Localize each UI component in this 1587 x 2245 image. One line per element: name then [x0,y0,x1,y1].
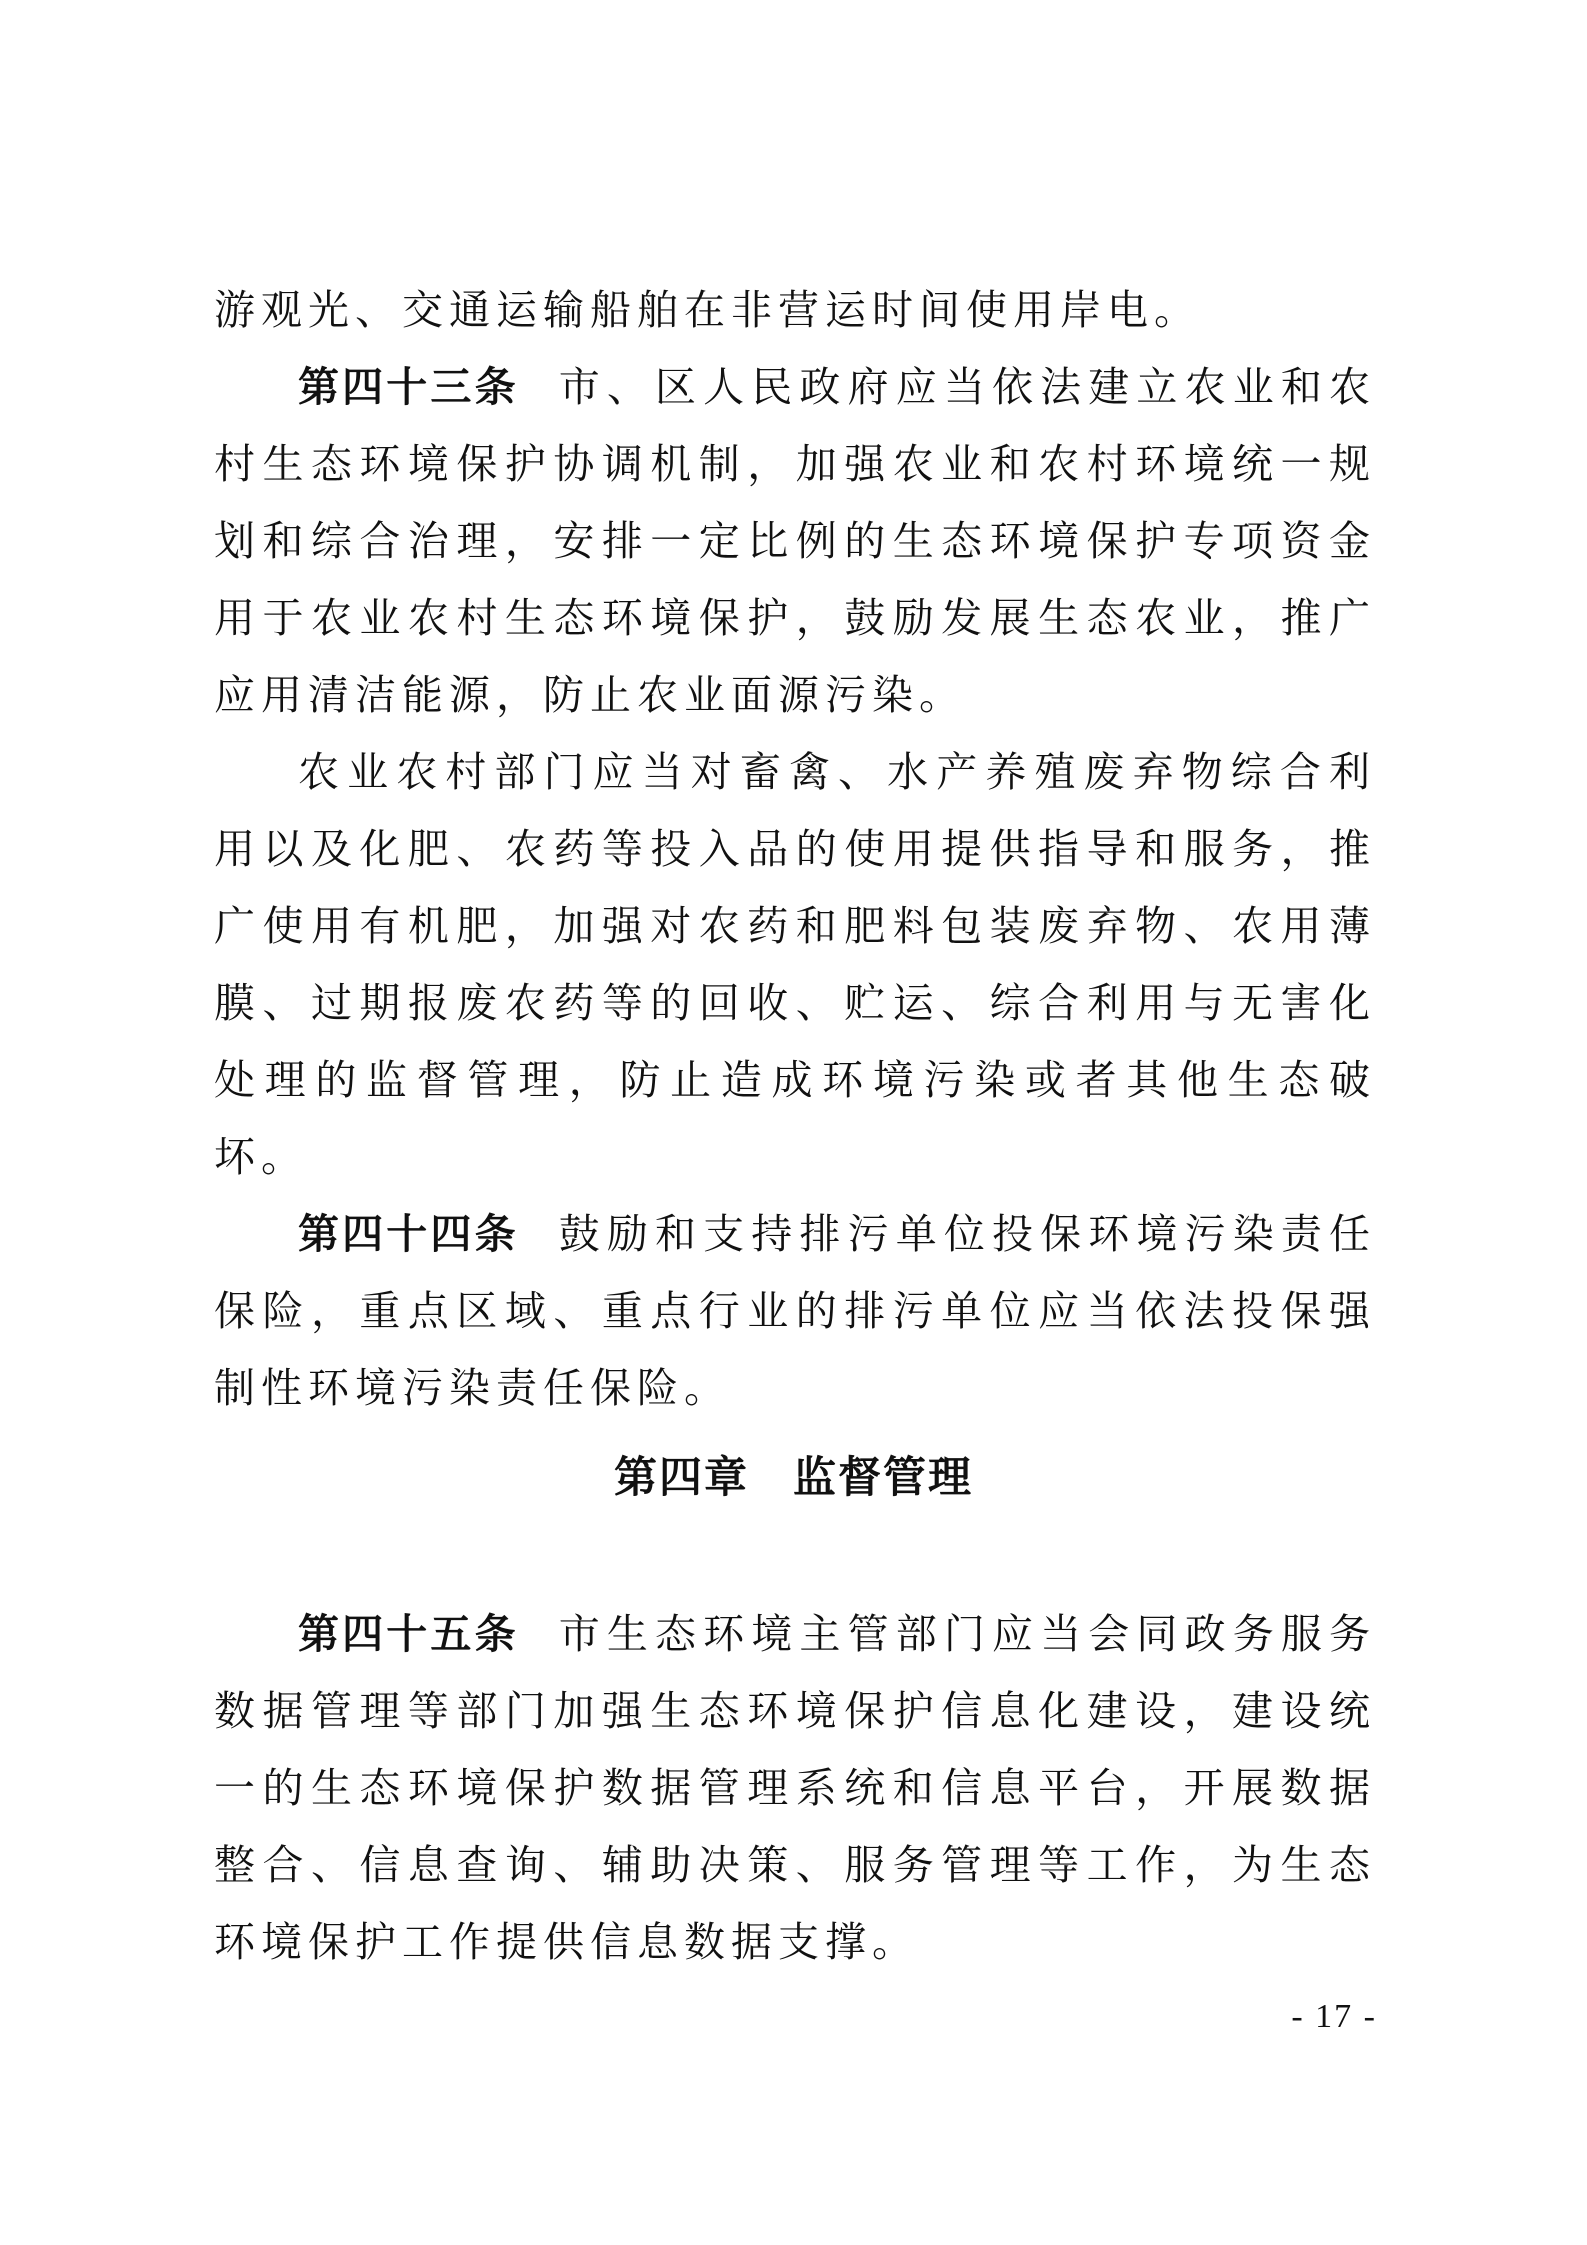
article-43-paragraph-2: 农业农村部门应当对畜禽、水产养殖废弃物综合利用以及化肥、农药等投入品的使用提供指导和服务，推广使用有机肥，加强对农药和肥料包装废弃物、农用薄膜、过期报废农药等的回收、贮运、综合利用与无害化处理的监督管理，防止造成环境污染或者其他生态破坏。 [214,748,1376,1181]
chapter-title: 监督管理 [793,1453,973,1503]
text-section-1 [214,272,1376,1427]
article-44-number: 第四十四条 [298,1210,519,1258]
chapter-number: 第四章 [614,1453,749,1503]
page-number: - 17 - [1291,1998,1377,2035]
article-43-paragraph [214,349,1376,734]
article-44-text: 鼓励和支持排污单位投保环境污染责任保险，重点区域、重点行业的排污单位应当依法投保强制性环境污染责任保险。 [214,1210,1377,1412]
continuation-paragraph: 游观光、交通运输船舶在非营运时间使用岸电。 [214,286,1201,334]
text-section-2 [214,1596,1376,1981]
article-43-text: 市、区人民政府应当依法建立农业和农村生态环境保护协调机制，加强农业和农村环境统一规划和综合治理，安排一定比例的生态环境保护专项资金用于农业农村生态环境保护，鼓励发展生态农业，推广应用清洁能源，防止农业面源污染。 [214,363,1377,719]
article-44-paragraph [214,1196,1376,1427]
article-45-paragraph [214,1596,1376,1981]
chapter-heading [0,1448,1587,1508]
article-45-number: 第四十五条 [298,1610,519,1658]
article-45-text: 市生态环境主管部门应当会同政务服务数据管理等部门加强生态环境保护信息化建设，建设统一的生态环境保护数据管理系统和信息平台，开展数据整合、信息查询、辅助决策、服务管理等工作，为生态环境保护工作提供信息数据支撑。 [214,1610,1377,1966]
article-43-number: 第四十三条 [298,363,519,411]
